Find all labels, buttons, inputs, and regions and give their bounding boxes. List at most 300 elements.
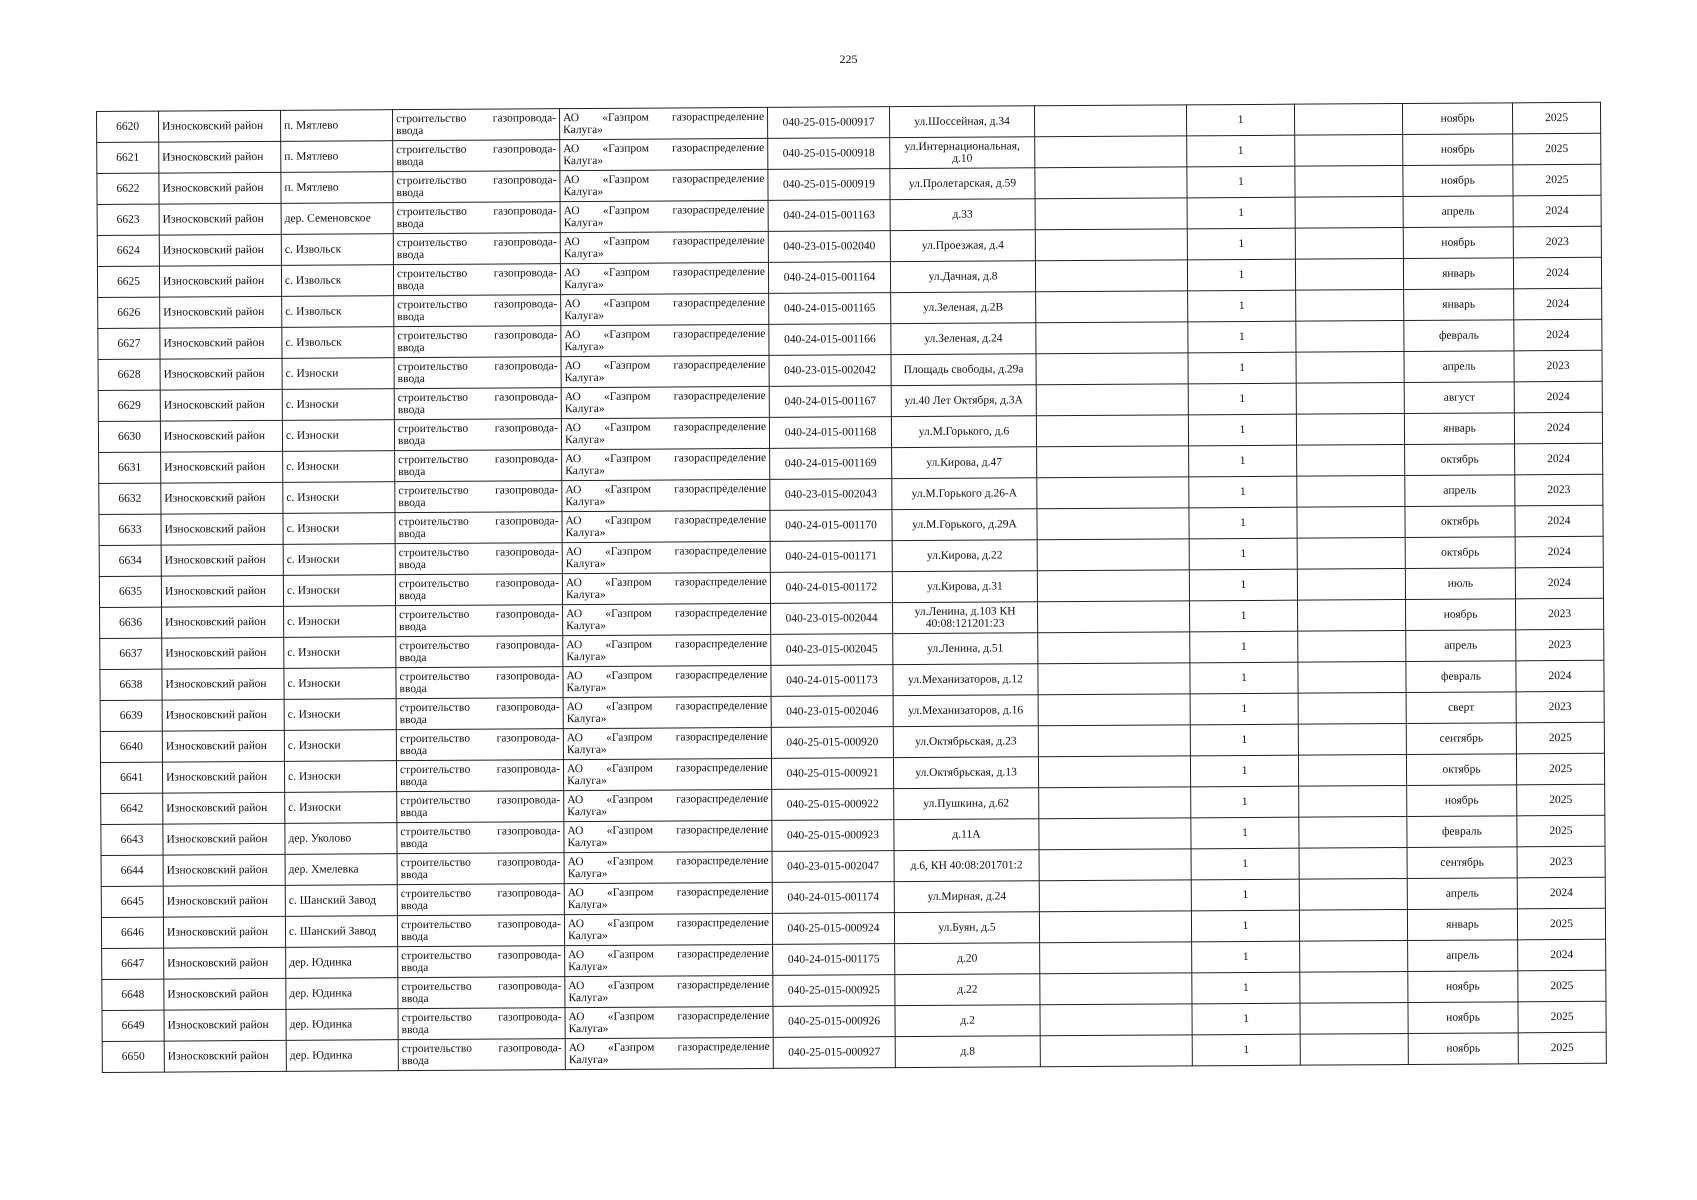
year-cell: 2024 (1515, 536, 1603, 568)
empty-cell (1037, 570, 1189, 602)
work-type-cell: строительство газопровода-ввода (395, 481, 562, 513)
month-cell: апрель (1405, 475, 1515, 507)
quantity-cell: 1 (1188, 414, 1296, 446)
locality-cell: дер. Юдинка (286, 1009, 398, 1041)
work-type-cell: строительство газопровода-ввода (394, 388, 561, 420)
organization-cell: АО «Газпром газораспределение Калуга» (560, 262, 768, 294)
work-type-cell: строительство газопровода-ввода (395, 574, 562, 606)
address-cell: ул.Ленина, д.51 (893, 633, 1038, 665)
district-cell: Износковский район (163, 854, 285, 886)
quantity-cell: 1 (1192, 1034, 1300, 1066)
empty-cell (1035, 136, 1187, 168)
empty-cell (1299, 848, 1407, 880)
quantity-cell: 1 (1189, 569, 1297, 601)
object-code-cell: 040-23-015-002046 (771, 696, 893, 728)
address-cell: ул.Ленина, д.103 КН 40:08:121201:23 (893, 602, 1038, 634)
row-number-cell: 6623 (97, 204, 159, 235)
address-cell: д.6, КН 40:08:201701:2 (894, 850, 1039, 882)
year-cell: 2023 (1516, 691, 1604, 723)
object-code-cell: 040-25-015-000918 (768, 138, 890, 170)
year-cell: 2024 (1515, 567, 1603, 599)
month-cell: апрель (1406, 630, 1516, 662)
quantity-cell: 1 (1189, 445, 1297, 477)
locality-cell: с. Износки (284, 668, 396, 700)
month-cell: апрель (1403, 196, 1513, 228)
month-cell: сентябрь (1407, 847, 1517, 879)
locality-cell: дер. Семеновское (281, 203, 393, 235)
locality-cell: дер. Хмелевка (285, 854, 397, 886)
address-cell: д.20 (895, 943, 1040, 975)
locality-cell: с. Износки (284, 761, 396, 793)
quantity-cell: 1 (1191, 786, 1299, 818)
work-type-cell: строительство газопровода-ввода (398, 977, 565, 1009)
row-number-cell: 6640 (100, 731, 162, 762)
month-cell: ноябрь (1403, 134, 1513, 166)
locality-cell: с. Извольск (282, 296, 394, 328)
quantity-cell: 1 (1191, 910, 1299, 942)
empty-cell (1038, 756, 1190, 788)
district-cell: Износковский район (163, 823, 285, 855)
empty-cell (1294, 104, 1402, 136)
locality-cell: с. Извольск (281, 265, 393, 297)
organization-cell: АО «Газпром газораспределение Калуга» (560, 138, 768, 170)
quantity-cell: 1 (1188, 383, 1296, 415)
district-cell: Износковский район (161, 575, 283, 607)
district-cell: Износковский район (159, 265, 281, 297)
year-cell: 2024 (1515, 443, 1603, 475)
locality-cell: с. Износки (282, 420, 394, 452)
work-type-cell: строительство газопровода-ввода (396, 760, 563, 792)
empty-cell (1299, 817, 1407, 849)
address-cell: Площадь свободы, д.29а (891, 354, 1036, 386)
empty-cell (1299, 879, 1407, 911)
row-number-cell: 6626 (98, 297, 160, 328)
organization-cell: АО «Газпром газораспределение Калуга» (563, 727, 771, 759)
locality-cell: с. Износки (283, 575, 395, 607)
month-cell: ноябрь (1408, 1033, 1518, 1065)
row-number-cell: 6621 (97, 142, 159, 173)
organization-cell: АО «Газпром газораспределение Калуга» (565, 1006, 773, 1038)
organization-cell: АО «Газпром газораспределение Калуга» (564, 913, 772, 945)
row-number-cell: 6636 (100, 607, 162, 638)
work-type-cell: строительство газопровода-ввода (397, 915, 564, 947)
work-type-cell: строительство газопровода-ввода (397, 822, 564, 854)
row-number-cell: 6648 (102, 979, 164, 1010)
year-cell: 2025 (1516, 722, 1604, 754)
organization-cell: АО «Газпром газораспределение Калуга» (565, 1037, 773, 1069)
empty-cell (1296, 321, 1404, 353)
work-type-cell: строительство газопровода-ввода (397, 884, 564, 916)
empty-cell (1298, 755, 1406, 787)
work-type-cell: строительство газопровода-ввода (393, 140, 560, 172)
month-cell: ноябрь (1406, 599, 1516, 631)
locality-cell: с. Износки (282, 389, 394, 421)
row-number-cell: 6643 (101, 824, 163, 855)
row-number-cell: 6650 (102, 1041, 164, 1072)
row-number-cell: 6634 (99, 545, 161, 576)
empty-cell (1297, 507, 1405, 539)
work-type-cell: строительство газопровода-ввода (394, 419, 561, 451)
address-cell: ул.Кирова, д.47 (892, 447, 1037, 479)
work-type-cell: строительство газопровода-ввода (394, 295, 561, 327)
row-number-cell: 6638 (100, 669, 162, 700)
work-type-cell: строительство газопровода-ввода (393, 171, 560, 203)
year-cell: 2024 (1517, 877, 1605, 909)
locality-cell: с. Износки (285, 792, 397, 824)
month-cell: ноябрь (1407, 785, 1517, 817)
quantity-cell: 1 (1191, 879, 1299, 911)
district-cell: Износковский район (162, 730, 284, 762)
address-cell: ул.Механизаторов, д.16 (893, 695, 1038, 727)
organization-cell: АО «Газпром газораспределение Калуга» (565, 975, 773, 1007)
year-cell: 2024 (1514, 381, 1602, 413)
district-cell: Износковский район (162, 699, 284, 731)
address-cell: ул.Зеленая, д.2В (891, 292, 1036, 324)
object-code-cell: 040-24-015-001164 (768, 262, 890, 294)
district-cell: Износковский район (159, 234, 281, 266)
empty-cell (1297, 445, 1405, 477)
quantity-cell: 1 (1192, 972, 1300, 1004)
address-cell: ул.М.Горького, д.29А (892, 509, 1037, 541)
month-cell: октябрь (1405, 506, 1515, 538)
quantity-cell: 1 (1187, 197, 1295, 229)
organization-cell: АО «Газпром газораспределение Калуга» (564, 789, 772, 821)
work-type-cell: строительство газопровода-ввода (396, 667, 563, 699)
locality-cell: с. Износки (284, 699, 396, 731)
work-type-cell: строительство газопровода-ввода (394, 326, 561, 358)
district-cell: Износковский район (163, 792, 285, 824)
object-code-cell: 040-25-015-000917 (767, 107, 889, 139)
month-cell: октябрь (1405, 537, 1515, 569)
work-type-cell: строительство газопровода-ввода (398, 1008, 565, 1040)
empty-cell (1296, 290, 1404, 322)
row-number-cell: 6649 (102, 1010, 164, 1041)
empty-cell (1298, 724, 1406, 756)
address-cell: ул.Интернациональная, д.10 (890, 137, 1035, 169)
object-code-cell: 040-24-015-001171 (770, 541, 892, 573)
row-number-cell: 6646 (101, 917, 163, 948)
object-code-cell: 040-24-015-001165 (769, 293, 891, 325)
object-code-cell: 040-23-015-002043 (770, 479, 892, 511)
month-cell: январь (1404, 289, 1514, 321)
locality-cell: с. Извольск (281, 234, 393, 266)
month-cell: сентябрь (1406, 723, 1516, 755)
month-cell: апрель (1407, 878, 1517, 910)
address-cell: ул.Шоссейная, д.34 (889, 106, 1034, 138)
row-number-cell: 6641 (100, 762, 162, 793)
locality-cell: с. Износки (282, 358, 394, 390)
locality-cell: с. Износки (283, 544, 395, 576)
empty-cell (1296, 352, 1404, 384)
empty-cell (1298, 662, 1406, 694)
organization-cell: АО «Газпром газораспределение Калуга» (561, 386, 769, 418)
month-cell: апрель (1408, 940, 1518, 972)
object-code-cell: 040-25-015-000920 (771, 727, 893, 759)
object-code-cell: 040-24-015-001166 (769, 324, 891, 356)
year-cell: 2024 (1514, 319, 1602, 351)
empty-cell (1034, 105, 1186, 137)
empty-cell (1038, 663, 1190, 695)
district-cell: Износковский район (161, 451, 283, 483)
empty-cell (1040, 973, 1192, 1005)
organization-cell: АО «Газпром газораспределение Калуга» (562, 541, 770, 573)
empty-cell (1296, 414, 1404, 446)
district-cell: Износковский район (164, 947, 286, 979)
year-cell: 2025 (1517, 815, 1605, 847)
object-code-cell: 040-24-015-001167 (769, 386, 891, 418)
month-cell: январь (1404, 413, 1514, 445)
district-cell: Износковский район (162, 761, 284, 793)
object-code-cell: 040-24-015-001170 (770, 510, 892, 542)
row-number-cell: 6639 (100, 700, 162, 731)
year-cell: 2024 (1513, 195, 1601, 227)
empty-cell (1298, 693, 1406, 725)
quantity-cell: 1 (1190, 662, 1298, 694)
year-cell: 2024 (1514, 288, 1602, 320)
row-number-cell: 6637 (100, 638, 162, 669)
empty-cell (1299, 786, 1407, 818)
work-type-cell: строительство газопровода-ввода (397, 853, 564, 885)
district-cell: Износковский район (159, 110, 281, 142)
organization-cell: АО «Газпром газораспределение Калуга» (563, 696, 771, 728)
empty-cell (1296, 383, 1404, 415)
empty-cell (1297, 538, 1405, 570)
district-cell: Износковский район (161, 544, 283, 576)
empty-cell (1037, 446, 1189, 478)
year-cell: 2025 (1518, 970, 1606, 1002)
quantity-cell: 1 (1190, 755, 1298, 787)
address-cell: ул.Дачная, д.8 (890, 261, 1035, 293)
address-cell: ул.Проезжая, д.4 (890, 230, 1035, 262)
district-cell: Износковский район (160, 389, 282, 421)
year-cell: 2024 (1516, 660, 1604, 692)
month-cell: ноябрь (1403, 165, 1513, 197)
empty-cell (1038, 601, 1190, 633)
row-number-cell: 6625 (97, 266, 159, 297)
row-number-cell: 6635 (99, 576, 161, 607)
object-code-cell: 040-23-015-002047 (772, 851, 894, 883)
district-cell: Износковский район (164, 978, 286, 1010)
quantity-cell: 1 (1192, 941, 1300, 973)
empty-cell (1040, 1035, 1192, 1067)
district-cell: Износковский район (160, 296, 282, 328)
object-code-cell: 040-25-015-000926 (773, 1006, 895, 1038)
work-type-cell: строительство газопровода-ввода (393, 264, 560, 296)
district-cell: Износковский район (162, 606, 284, 638)
address-cell: ул.Пушкина, д.62 (894, 788, 1039, 820)
locality-cell: с. Износки (283, 482, 395, 514)
quantity-cell: 1 (1191, 848, 1299, 880)
gas-pipeline-table (96, 102, 1607, 1073)
address-cell: ул.Октябрьская, д.23 (893, 726, 1038, 758)
quantity-cell: 1 (1191, 817, 1299, 849)
organization-cell: АО «Газпром газораспределение Калуга» (559, 107, 767, 139)
address-cell: ул.М.Горького д.26-А (892, 478, 1037, 510)
address-cell: ул.Кирова, д.22 (892, 540, 1037, 572)
month-cell: ноябрь (1403, 227, 1513, 259)
object-code-cell: 040-25-015-000927 (773, 1037, 895, 1069)
quantity-cell: 1 (1190, 600, 1298, 632)
organization-cell: АО «Газпром газораспределение Калуга» (563, 665, 771, 697)
locality-cell: п. Мятлево (281, 141, 393, 173)
locality-cell: с. Износки (284, 637, 396, 669)
month-cell: ноябрь (1408, 1002, 1518, 1034)
organization-cell: АО «Газпром газораспределение Калуга» (561, 293, 769, 325)
row-number-cell: 6622 (97, 173, 159, 204)
address-cell: ул.М.Горького, д.6 (891, 416, 1036, 448)
year-cell: 2023 (1517, 846, 1605, 878)
address-cell: ул.Механизаторов, д.12 (893, 664, 1038, 696)
month-cell: февраль (1406, 661, 1516, 693)
row-number-cell: 6631 (99, 452, 161, 483)
month-cell: сверт (1406, 692, 1516, 724)
address-cell: ул.Октябрьская, д.13 (893, 757, 1038, 789)
locality-cell: с. Износки (283, 451, 395, 483)
empty-cell (1040, 942, 1192, 974)
object-code-cell: 040-25-015-000922 (772, 789, 894, 821)
district-cell: Износковский район (162, 637, 284, 669)
quantity-cell: 1 (1190, 631, 1298, 663)
district-cell: Износковский район (162, 668, 284, 700)
empty-cell (1300, 1034, 1408, 1066)
year-cell: 2025 (1518, 1032, 1606, 1064)
month-cell: апрель (1404, 351, 1514, 383)
year-cell: 2025 (1513, 133, 1601, 165)
quantity-cell: 1 (1190, 693, 1298, 725)
address-cell: д.11А (894, 819, 1039, 851)
quantity-cell: 1 (1190, 724, 1298, 756)
year-cell: 2024 (1515, 505, 1603, 537)
year-cell: 2023 (1516, 598, 1604, 630)
object-code-cell: 040-25-015-000919 (768, 169, 890, 201)
district-cell: Износковский район (159, 203, 281, 235)
address-cell: д.22 (895, 974, 1040, 1006)
year-cell: 2025 (1512, 102, 1600, 134)
empty-cell (1036, 353, 1188, 385)
year-cell: 2023 (1513, 226, 1601, 258)
work-type-cell: строительство газопровода-ввода (395, 450, 562, 482)
district-cell: Износковский район (160, 327, 282, 359)
locality-cell: с. Износки (283, 513, 395, 545)
month-cell: ноябрь (1402, 103, 1512, 135)
month-cell: август (1404, 382, 1514, 414)
row-number-cell: 6628 (98, 359, 160, 390)
work-type-cell: строительство газопровода-ввода (393, 233, 560, 265)
empty-cell (1295, 166, 1403, 198)
page-number: 225 (839, 52, 858, 66)
organization-cell: АО «Газпром газораспределение Калуга» (562, 479, 770, 511)
quantity-cell: 1 (1192, 1003, 1300, 1035)
row-number-cell: 6624 (97, 235, 159, 266)
object-code-cell: 040-25-015-000925 (773, 975, 895, 1007)
empty-cell (1300, 1003, 1408, 1035)
year-cell: 2024 (1513, 257, 1601, 289)
empty-cell (1295, 197, 1403, 229)
row-number-cell: 6633 (99, 514, 161, 545)
organization-cell: АО «Газпром газораспределение Калуга» (560, 169, 768, 201)
object-code-cell: 040-24-015-001174 (772, 882, 894, 914)
district-cell: Износковский район (159, 172, 281, 204)
year-cell: 2025 (1518, 1001, 1606, 1033)
empty-cell (1295, 259, 1403, 291)
empty-cell (1299, 910, 1407, 942)
organization-cell: АО «Газпром газораспределение Калуга» (563, 634, 771, 666)
organization-cell: АО «Газпром газораспределение Калуга» (560, 231, 768, 263)
empty-cell (1035, 198, 1187, 230)
address-cell: ул.Пролетарская, д.59 (890, 168, 1035, 200)
district-cell: Износковский район (161, 482, 283, 514)
empty-cell (1295, 228, 1403, 260)
quantity-cell: 1 (1188, 290, 1296, 322)
district-cell: Износковский район (161, 513, 283, 545)
work-type-cell: строительство газопровода-ввода (395, 543, 562, 575)
address-cell: ул.40 Лет Октября, д.3А (891, 385, 1036, 417)
address-cell: д.8 (895, 1036, 1040, 1068)
empty-cell (1038, 725, 1190, 757)
empty-cell (1036, 322, 1188, 354)
month-cell: октябрь (1406, 754, 1516, 786)
locality-cell: с. Извольск (282, 327, 394, 359)
month-cell: февраль (1404, 320, 1514, 352)
locality-cell: с. Шанский Завод (285, 885, 397, 917)
work-type-cell: строительство газопровода-ввода (395, 512, 562, 544)
work-type-cell: строительство газопровода-ввода (396, 698, 563, 730)
address-cell: д.33 (890, 199, 1035, 231)
address-cell: д.2 (895, 1005, 1040, 1037)
work-type-cell: строительство газопровода-ввода (396, 636, 563, 668)
district-cell: Износковский район (159, 141, 281, 173)
empty-cell (1040, 1004, 1192, 1036)
locality-cell: с. Износки (284, 606, 396, 638)
empty-cell (1295, 135, 1403, 167)
object-code-cell: 040-23-015-002042 (769, 355, 891, 387)
organization-cell: АО «Газпром газораспределение Калуга» (563, 603, 771, 635)
locality-cell: с. Износки (284, 730, 396, 762)
empty-cell (1037, 477, 1189, 509)
row-number-cell: 6620 (97, 111, 159, 142)
district-cell: Износковский район (164, 1040, 286, 1072)
object-code-cell: 040-24-015-001172 (770, 572, 892, 604)
month-cell: октябрь (1405, 444, 1515, 476)
quantity-cell: 1 (1187, 166, 1295, 198)
empty-cell (1037, 539, 1189, 571)
organization-cell: АО «Газпром газораспределение Калуга» (563, 758, 771, 790)
address-cell: ул.Буян, д.5 (894, 912, 1039, 944)
locality-cell: с. Шанский Завод (285, 916, 397, 948)
locality-cell: п. Мятлево (281, 172, 393, 204)
work-type-cell: строительство газопровода-ввода (394, 357, 561, 389)
quantity-cell: 1 (1187, 135, 1295, 167)
organization-cell: АО «Газпром газораспределение Калуга» (564, 851, 772, 883)
object-code-cell: 040-25-015-000923 (772, 820, 894, 852)
locality-cell: дер. Юдинка (286, 1040, 398, 1072)
row-number-cell: 6644 (101, 855, 163, 886)
work-type-cell: строительство газопровода-ввода (393, 202, 560, 234)
locality-cell: п. Мятлево (280, 110, 392, 142)
locality-cell: дер. Юдинка (286, 978, 398, 1010)
work-type-cell: строительство газопровода-ввода (392, 109, 559, 141)
year-cell: 2025 (1517, 908, 1605, 940)
object-code-cell: 040-24-015-001163 (768, 200, 890, 232)
year-cell: 2024 (1514, 412, 1602, 444)
organization-cell: АО «Газпром газораспределение Калуга» (564, 882, 772, 914)
empty-cell (1038, 632, 1190, 664)
row-number-cell: 6632 (99, 483, 161, 514)
quantity-cell: 1 (1189, 538, 1297, 570)
district-cell: Износковский район (163, 916, 285, 948)
empty-cell (1036, 384, 1188, 416)
empty-cell (1039, 911, 1191, 943)
